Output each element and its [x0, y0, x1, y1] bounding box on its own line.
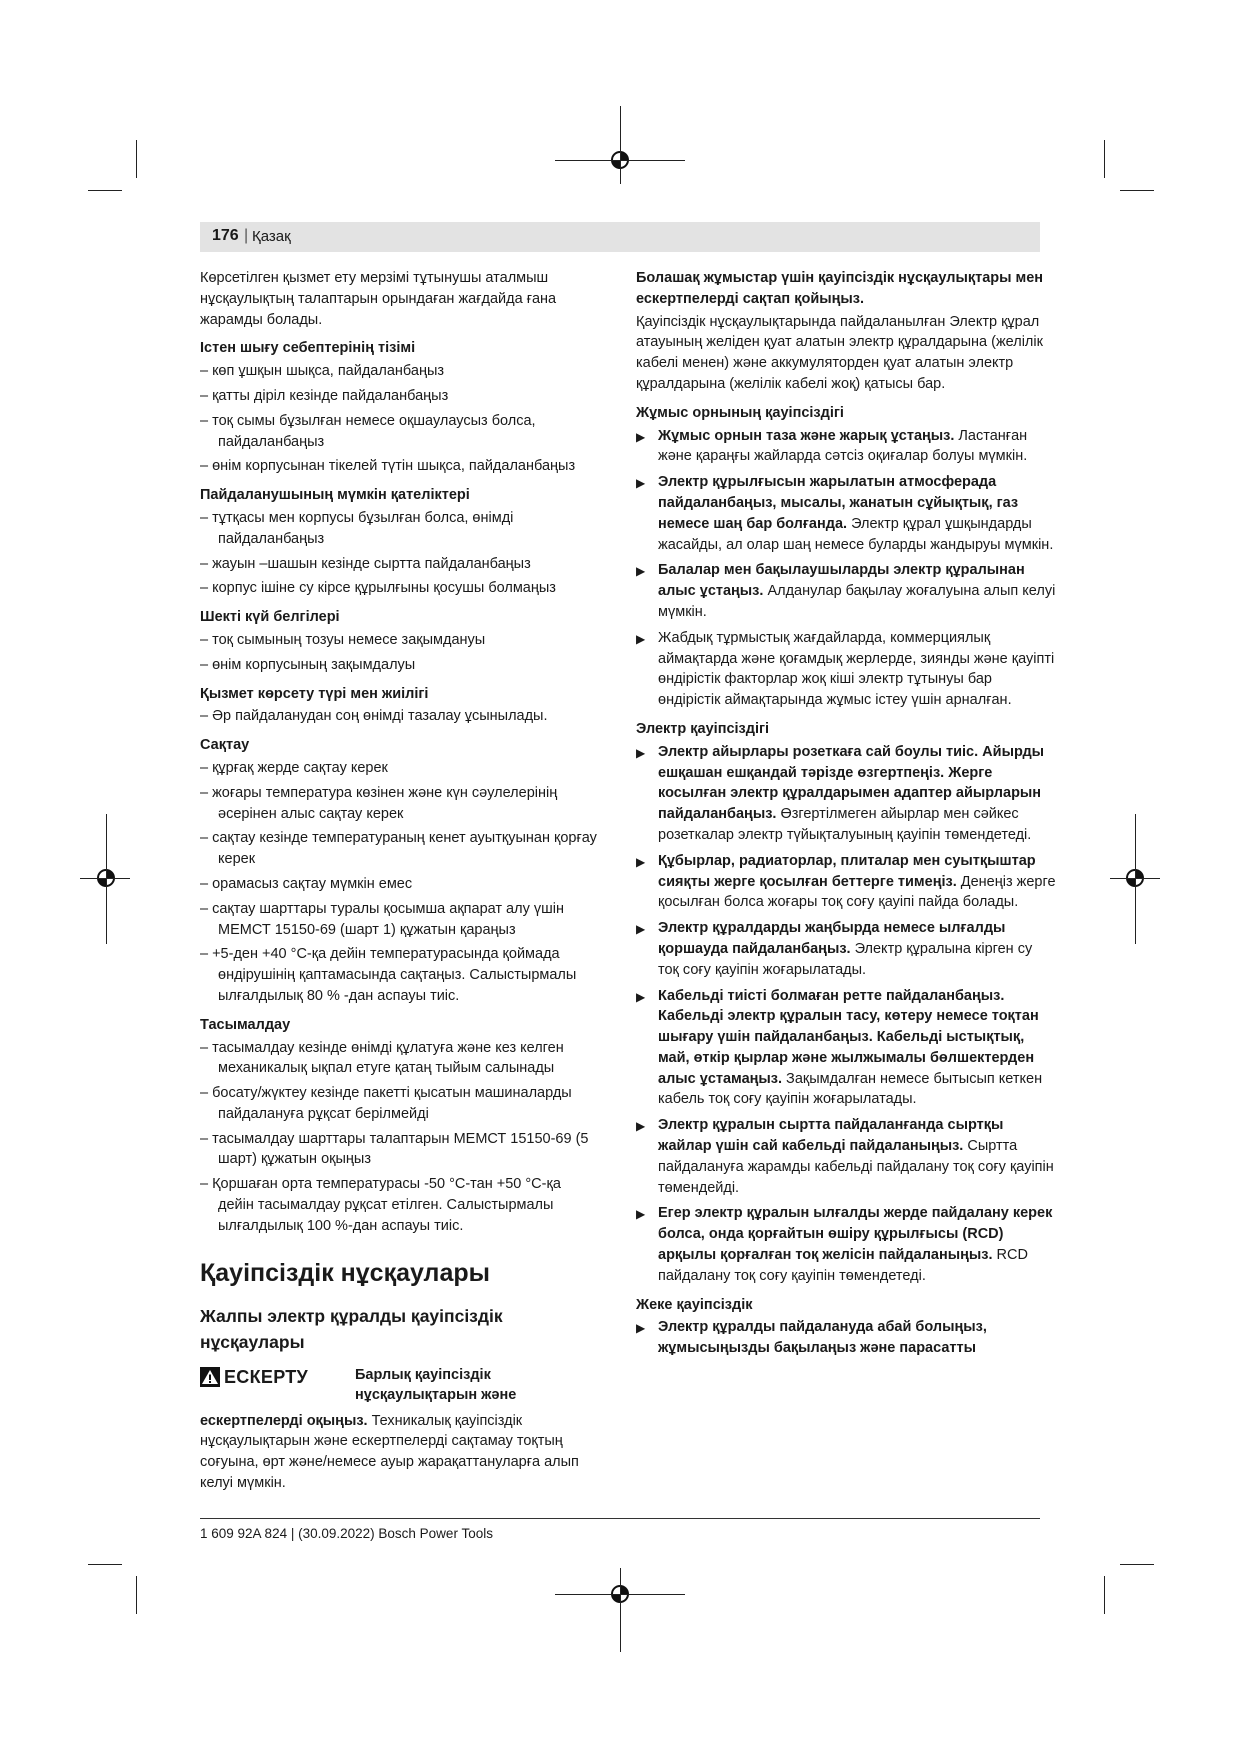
bullet-item: [636, 1317, 1056, 1359]
section-heading: Жеке қауіпсіздік: [636, 1296, 753, 1313]
list-item: – қатты діріл кезінде пайдаланбаңыз: [200, 387, 449, 404]
list-item: – орамасыз сақтау мүмкін емес: [200, 875, 413, 892]
bullet-text: Сыртта пайдалануға жарамды кабельді пайдалану тоқ соғу қауіпін төмендейді.: [658, 1138, 1054, 1196]
crop-mark: [88, 190, 122, 191]
bullet-item: [636, 628, 1056, 711]
section-heading: Істен шығу себептерінің тізімі: [200, 340, 416, 357]
crop-mark: [88, 1564, 122, 1565]
warning-triangle-icon: [200, 1367, 220, 1387]
section-heading: Электр қауіпсіздігі: [636, 720, 770, 737]
bullet-bold-text: Балалар мен бақылаушыларды электр құралынан алыс ұстаңыз.: [658, 562, 1025, 600]
page-header: [200, 222, 1040, 252]
list-item: – сақтау кезінде температураның кенет ауытқуынан қорғау керек: [200, 830, 597, 868]
crop-mark: [1104, 1576, 1105, 1614]
list-item: – құрғақ жерде сақтау керек: [200, 759, 388, 776]
bullet-text: Электр құралына кірген су тоқ соғу қауіпін жоғарылатады.: [658, 940, 1033, 978]
list-item: – тасымалдау кезінде өнімді құлатуға және кез келген механикалық ықпал етуге қатаң тыйым салынады: [200, 1039, 564, 1077]
bullet-triangle-icon: ▶: [636, 1119, 646, 1134]
bullet-text: Алданулар бақылау жоғалуына алып келуі мүмкін.: [658, 583, 1056, 620]
bullet-bold-text: Электр құралдарды жаңбырда немесе ылғалды қоршауда пайдаланбаңыз.: [658, 920, 1006, 957]
footer-rule: [200, 1518, 1040, 1519]
list-item: – корпус ішіне су кірсе құрылғыны қосушы болмаңыз: [200, 580, 556, 597]
bullet-bold-text: Электр құрылғысын жарылатын атмосферада пайдаланбаңыз, мысалы, жанатын сұйықтық, газ немесе шаң бар болғанда.: [658, 474, 1019, 532]
bullet-text: Жабдық тұрмыстық жағдайларда, коммерциялық аймақтарда және қоғамдық жерлерде, зиянды және қауіпті өндірістік факторлар жоқ кіші электр тұтынуы бар өндірістік аймақтарында жұмыс істеу үшін арналған.: [658, 629, 1055, 709]
bullet-triangle-icon: ▶: [636, 429, 646, 444]
bullet-bold-text: Электр құралды пайдалануда абай болыңыз, жұмысыңызды бақылаңыз және парасатты: [658, 1319, 987, 1357]
crop-mark: [1104, 140, 1105, 178]
bullet-item: [636, 851, 1056, 913]
crop-mark: [1120, 190, 1154, 191]
list-item: – тасымалдау шарттары талаптарын МЕМСТ 15150-69 (5 шарт) құжатын оқыңыз: [200, 1130, 589, 1168]
bullet-item: [636, 1203, 1056, 1286]
bullet-text: Ластанған және қараңғы жайларда сәтсіз оқиғалар болуы мүмкін.: [658, 427, 1028, 465]
list-item: – жоғары температура көзінен және күн сәулелерінің әсерінен алыс сақтау керек: [200, 784, 558, 822]
left-column: [200, 268, 598, 1499]
list-item: – сақтау шарттары туралы қосымша ақпарат алу үшін МЕМСТ 15150-69 (шарт 1) құжатын қараңыз: [200, 900, 564, 938]
warning-bold-text: ескертпелерді оқыңыз.: [200, 1412, 368, 1429]
bullet-text: RCD пайдалану тоқ соғу қауіпін төмендетеді.: [658, 1247, 1028, 1284]
list-item: – өнім корпусынан тікелей түтін шықса, пайдаланбаңыз: [200, 458, 576, 475]
bullet-text: Электр құрал ұшқындарды жасайды, ал олар шаң немесе буларды жандыруы мүмкін.: [658, 515, 1054, 553]
list-item: – тоқ сымы бұзылған немесе оқшаулаусыз болса, пайдаланбаңыз: [200, 412, 536, 450]
bullet-triangle-icon: ▶: [636, 922, 646, 937]
bullet-item: [636, 426, 1056, 468]
section-subtitle: Жалпы электр құралды қауіпсіздік нұсқаулары: [200, 1305, 503, 1352]
section-heading: Шекті күй белгілері: [200, 609, 340, 626]
right-column: [636, 268, 1056, 1364]
warning-paragraph: [200, 1411, 598, 1494]
list-item: – жауын –шашын кезінде сыртта пайдаланбаңыз: [200, 555, 531, 572]
list-item: – өнім корпусының зақымдалуы: [200, 656, 416, 673]
bullet-text: Өзгертілмеген айырлар мен сәйкес розеткалар электр түйықталуының қауіпін төмендетеді.: [658, 806, 1032, 843]
bullet-item: [636, 742, 1056, 846]
registration-line: [620, 106, 621, 184]
bullet-item: [636, 472, 1056, 555]
bullet-item: [636, 560, 1056, 622]
warning-block: [200, 1365, 598, 1409]
section-heading: Жұмыс орнының қауіпсіздігі: [636, 404, 844, 421]
bullet-bold-text: Электр құралын сыртта пайдаланғанда сыртқы жайлар үшін сай кабельді пайдаланыңыз.: [658, 1117, 1004, 1155]
crop-mark: [1120, 1564, 1154, 1565]
bullet-text: Зақымдалған немесе бытысып кеткен кабель тоқ соғу қауіпін жоғарылатады.: [658, 1070, 1043, 1108]
list-item: – тоқ сымының тозуы немесе зақымдануы: [200, 631, 486, 648]
registration-line: [620, 1568, 621, 1652]
warning-heading: Барлық қауіпсіздік нұсқаулықтарын және: [355, 1366, 517, 1404]
bullet-bold-text: Жұмыс орнын таза және жарық ұстаңыз.: [658, 427, 955, 444]
warning-label: ЕСКЕРТУ: [224, 1366, 309, 1387]
list-item: – көп ұшқын шықса, пайдаланбаңыз: [200, 363, 445, 380]
list-item: – Қоршаған орта температурасы -50 °C-тан +50 °C-қа дейін тасымалдау рұқсат етілген. Салыстырмалы ылғалдылық 100 %-дан аспауы тиіс.: [200, 1176, 561, 1234]
bullet-bold-text: Егер электр құралын ылғалды жерде пайдалану керек болса, онда қорғайтын өшіру құрылғысы (RCD) арқылы қорғалған тоқ желісін пайдаланыңыз.: [658, 1205, 1053, 1264]
footer-text: 1 609 92A 824 | (30.09.2022) Bosch Power Tools: [200, 1526, 493, 1541]
bullet-triangle-icon: ▶: [636, 1321, 646, 1336]
bullet-item: [636, 986, 1056, 1111]
warning-text: Техникалық қауіпсіздік нұсқаулықтарын және ескертпелерді сақтамау тоқтың соғуына, өрт және/немесе ауыр жарақаттануларға алып келуі мүмкін.: [200, 1412, 579, 1492]
list-item: – +5-ден +40 °C-қа дейін температурасында қоймада өндірушінің қаптамасында сақтаңыз. Салыстырмалы ылғалдылық 80 % -дан аспауы тиіс.: [200, 946, 577, 1004]
registration-line: [1135, 814, 1136, 944]
section-heading: Қызмет көрсету түрі мен жиілігі: [200, 685, 429, 702]
crop-mark: [136, 1576, 137, 1614]
bullet-triangle-icon: ▶: [636, 631, 646, 646]
header-separator: |: [244, 227, 249, 244]
section-heading: Сақтау: [200, 737, 250, 754]
header-language: Қазақ: [252, 228, 291, 245]
bullet-bold-text: Кабельді тиісті болмаған ретте пайдаланбаңыз. Кабельді электр құралын тасу, көтеру немесе тоқтан шығару үшін пайдаланбаңыз. Кабельді ыстықтық, май, өткір қырлар және жылжымалы бөлшектерден алыс ұстамаңыз.: [658, 987, 1039, 1087]
warning-badge: [200, 1367, 308, 1388]
bullet-triangle-icon: ▶: [636, 476, 646, 491]
page-title: Қауіпсіздік нұсқаулары: [200, 1258, 490, 1287]
section-heading: Тасымалдау: [200, 1016, 291, 1033]
intro-paragraph: Көрсетілген қызмет ету мерзімі тұтынушы аталмыш нұсқаулықтың талаптарын орындаған жағдайда ғана жарамды болады.: [200, 270, 557, 328]
list-item: – тұтқасы мен корпусы бұзылған болса, өнімді пайдаланбаңыз: [200, 509, 514, 547]
list-item: – босату/жүктеу кезінде пакетті қысатын машиналарды пайдалануға рұқсат берілмейді: [200, 1085, 572, 1122]
bullet-bold-text: Электр айырлары розеткаға сай боулы тиіс. Айырды ешқашан ешқандай тәрізде өзгертпеңіз. Жерге косылған электр құралдарымен адаптер айырларын пайдаланбаңыз.: [658, 743, 1045, 823]
bullet-item: [636, 918, 1056, 980]
page-number: 176: [212, 227, 239, 244]
bullet-triangle-icon: ▶: [636, 854, 646, 869]
bullet-triangle-icon: ▶: [636, 1207, 646, 1222]
bullet-item: [636, 1115, 1056, 1198]
bullet-bold-text: Құбырлар, радиаторлар, плиталар мен суытқыштар сияқты жерге қосылған беттерге тимеңіз.: [658, 852, 1036, 890]
section-heading: Пайдаланушының мүмкін қателіктері: [200, 487, 470, 504]
crop-mark: [136, 140, 137, 178]
bullet-triangle-icon: ▶: [636, 745, 646, 760]
bullet-triangle-icon: ▶: [636, 989, 646, 1004]
registration-line: [106, 814, 107, 944]
section-heading: Болашақ жұмыстар үшін қауіпсіздік нұсқаулықтары мен ескертпелерді сақтап қойыңыз.: [636, 270, 1044, 307]
keep-paragraph: Қауіпсіздік нұсқаулықтарында пайдаланылған Электр құрал атауының желіден қуат алатын электр құралдарына (желілік кабелі менен) және аккумуляторден қуат алатын электр құралдарына (желілік кабелі жоқ) қатысы бар.: [636, 313, 1043, 392]
bullet-triangle-icon: ▶: [636, 564, 646, 579]
registration-line: [80, 878, 130, 879]
list-item: – Әр пайдаланудан соң өнімді тазалау ұсынылады.: [200, 708, 548, 725]
bullet-text: Денеңіз жерге қосылған болса жоғары тоқ соғу қауіпі пайда болады.: [658, 873, 1056, 911]
